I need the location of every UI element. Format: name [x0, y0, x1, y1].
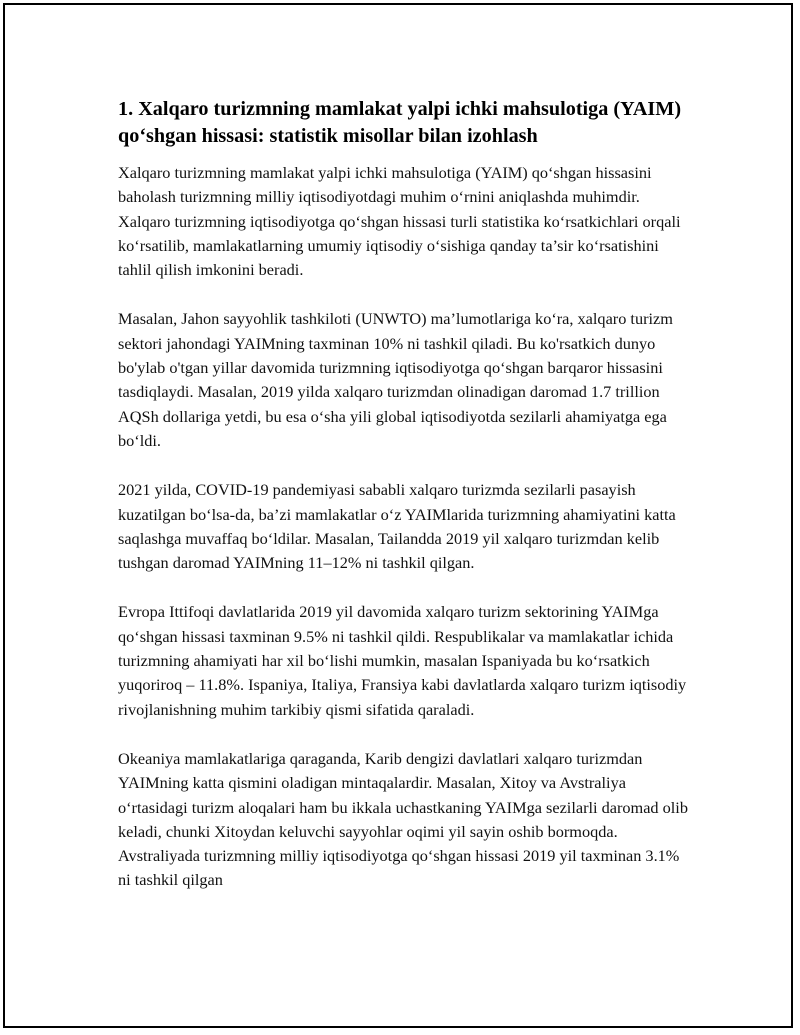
paragraph-1: Xalqaro turizmning mamlakat yalpi ichki mahsulotiga (YAIM) qo‘shgan hissasini baholash turizmning milliy iqtisodiyotdagi muhim o‘rnini aniqlashda muhimdir. Xalqaro turizmning iqtisodiyotga qo‘shgan hissasi turli statistika ko‘rsatkichlari orqali ko‘rsatilib, mamlakatlarning umumiy iqtisodiy o‘sishiga qanday ta’sir ko‘rsatishini tahlil qilish imkonini beradi.: [118, 163, 681, 280]
paragraph-3: 2021 yilda, COVID-19 pandemiyasi sababli xalqaro turizmda sezilarli pasayish kuzatilgan bo‘lsa-da, ba’zi mamlakatlar o‘z YAIMlarida turizmning ahamiyatini katta saqlashga muvaffaq bo‘ldilar. Masalan, Tailandda 2019 yil xalqaro turizmdan kelib tushgan daromad YAIMning 11–12% ni tashkil qilgan.: [118, 480, 676, 573]
paragraph-4: Evropa Ittifoqi davlatlarida 2019 yil davomida xalqaro turizm sektorining YAIMga qo‘shgan hissasi taxminan 9.5% ni tashkil qildi. Respublikalar va mamlakatlar ichida turizmning ahamiyati har xil bo‘lishi mumkin, masalan Ispaniyada bu ko‘rsatkich yuqoriroq – 11.8%. Ispaniya, Italiya, Fransiya kabi davlatlarda xalqaro turizm iqtisodiy rivojlanishning muhim tarkibiy qismi sifatida qaraladi.: [118, 602, 687, 719]
document-body: [118, 96, 688, 918]
paragraph-5: Okeaniya mamlakatlariga qaraganda, Karib dengizi davlatlari xalqaro turizmdan YAIMning katta qismini oladigan mintaqalardir. Masalan, Xitoy va Avstraliya o‘rtasidagi turizm aloqalari ham bu ikkala uchastkaning YAIMga sezilarli daromad olib keladi, chunki Xitoydan keluvchi sayyohlar oqimi yil sayin oshib bormoqda. Avstraliyada turizmning milliy iqtisodiyotga qo‘shgan hissasi 2019 yil taxminan 3.1% ni tashkil qilgan: [118, 748, 688, 890]
paragraph-2: Masalan, Jahon sayyohlik tashkiloti (UNWTO) ma’lumotlariga ko‘ra, xalqaro turizm sektori jahondagi YAIMning taxminan 10% ni tashkil qiladi. Bu ko'rsatkich dunyo bo'ylab o'tgan yillar davomida turizmning iqtisodiyotga qo‘shgan barqaror hissasini tasdiqlaydi. Masalan, 2019 yilda xalqaro turizmdan olinadigan daromad 1.7 trillion AQSh dollariga yetdi, bu esa o‘sha yili global iqtisodiyotda sezilarli ahamiyatga ega bo‘ldi.: [118, 309, 673, 450]
section-heading: 1. Xalqaro turizmning mamlakat yalpi ichki mahsulotiga (YAIM) qo‘shgan hissasi: statistik misollar bilan izohlash: [118, 98, 682, 147]
